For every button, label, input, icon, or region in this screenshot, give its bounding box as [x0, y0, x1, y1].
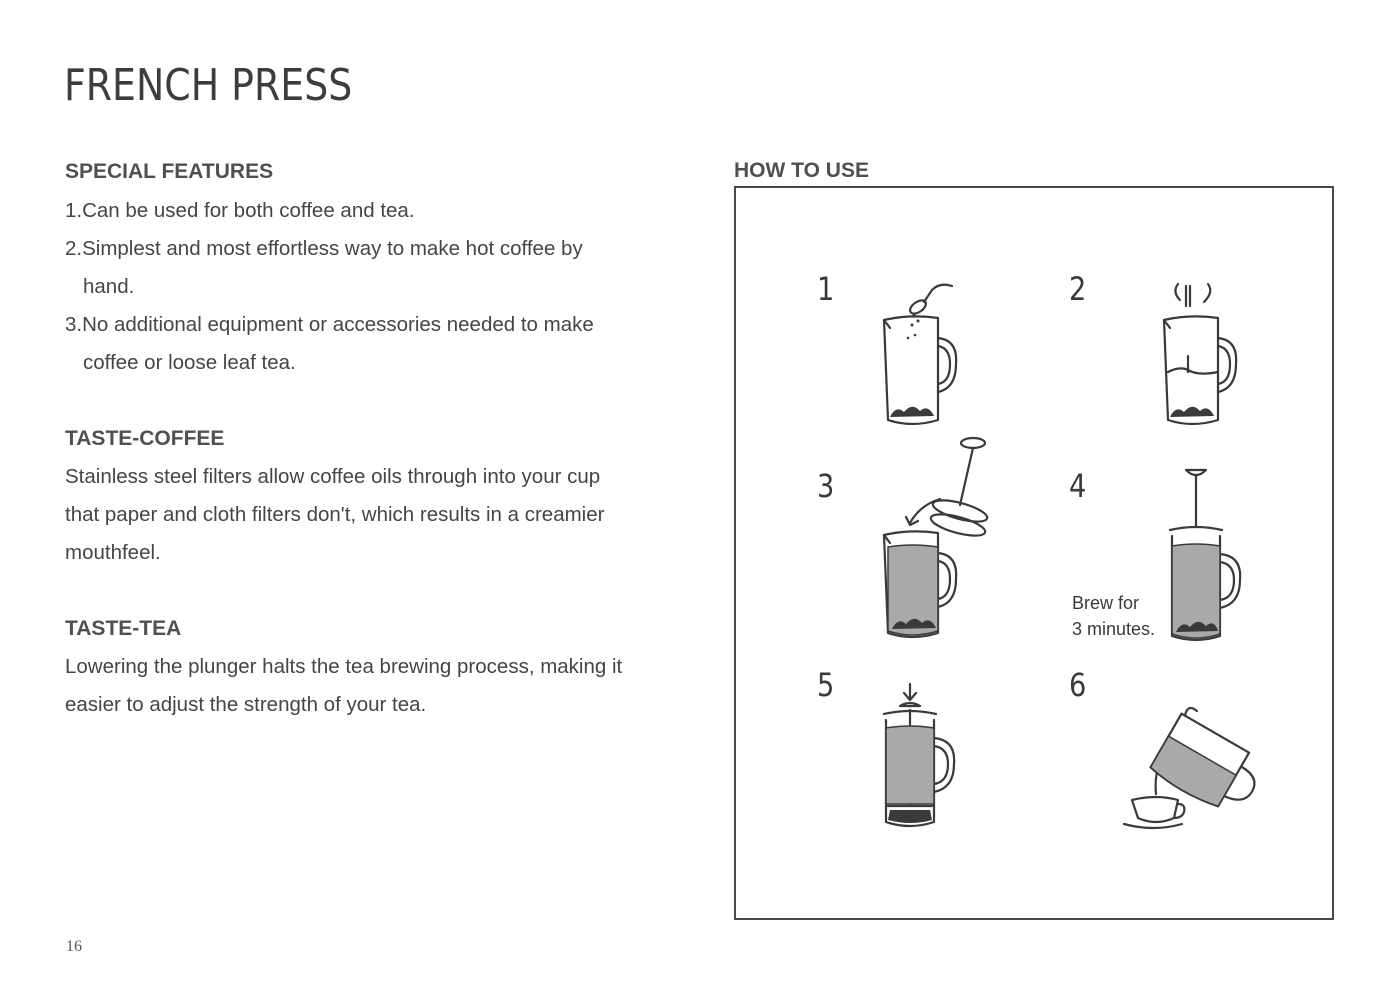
step-1-add-grounds-illustration: [870, 280, 980, 435]
feature-line: 2.Simplest and most effortless way to make hot coffee by: [65, 237, 583, 260]
step-number-1: 1: [817, 270, 835, 308]
brew-time-note: [1072, 590, 1155, 642]
coffee-text-line: mouthfeel.: [65, 541, 161, 564]
feature-line: 1.Can be used for both coffee and tea.: [65, 199, 415, 222]
taste-tea-heading: TASTE-TEA: [65, 617, 182, 640]
coffee-text-line: that paper and cloth filters don't, which results in a creamier: [65, 503, 605, 526]
coffee-text-line: Stainless steel filters allow coffee oils through into your cup: [65, 465, 601, 488]
step-6-pour-into-cup-illustration: [1120, 718, 1270, 833]
step-number-6: 6: [1069, 666, 1087, 704]
step-5-press-plunger-illustration: [870, 682, 970, 832]
step-2-pour-water-illustration: [1150, 280, 1260, 435]
page-number: 16: [66, 938, 82, 955]
tea-text-line: Lowering the plunger halts the tea brewing process, making it: [65, 655, 623, 678]
step-number-3: 3: [817, 467, 835, 505]
step-4-brew-illustration: [1160, 462, 1260, 647]
step-number-4: 4: [1069, 467, 1087, 505]
brew-note-line-1: Brew for: [1072, 593, 1140, 613]
how-to-use-heading: HOW TO USE: [734, 159, 869, 182]
step-3-insert-plunger-illustration: [870, 435, 1000, 645]
step-number-5: 5: [817, 666, 835, 704]
step-number-2: 2: [1069, 270, 1087, 308]
feature-line: hand.: [83, 275, 135, 298]
page-title: FRENCH PRESS: [64, 60, 353, 111]
special-features-heading: SPECIAL FEATURES: [65, 160, 274, 183]
feature-line: coffee or loose leaf tea.: [83, 351, 296, 374]
feature-line: 3.No additional equipment or accessories needed to make: [65, 313, 594, 336]
taste-coffee-heading: TASTE-COFFEE: [65, 427, 225, 450]
tea-text-line: easier to adjust the strength of your tea.: [65, 693, 427, 716]
brew-note-line-2: 3 minutes.: [1072, 619, 1156, 639]
